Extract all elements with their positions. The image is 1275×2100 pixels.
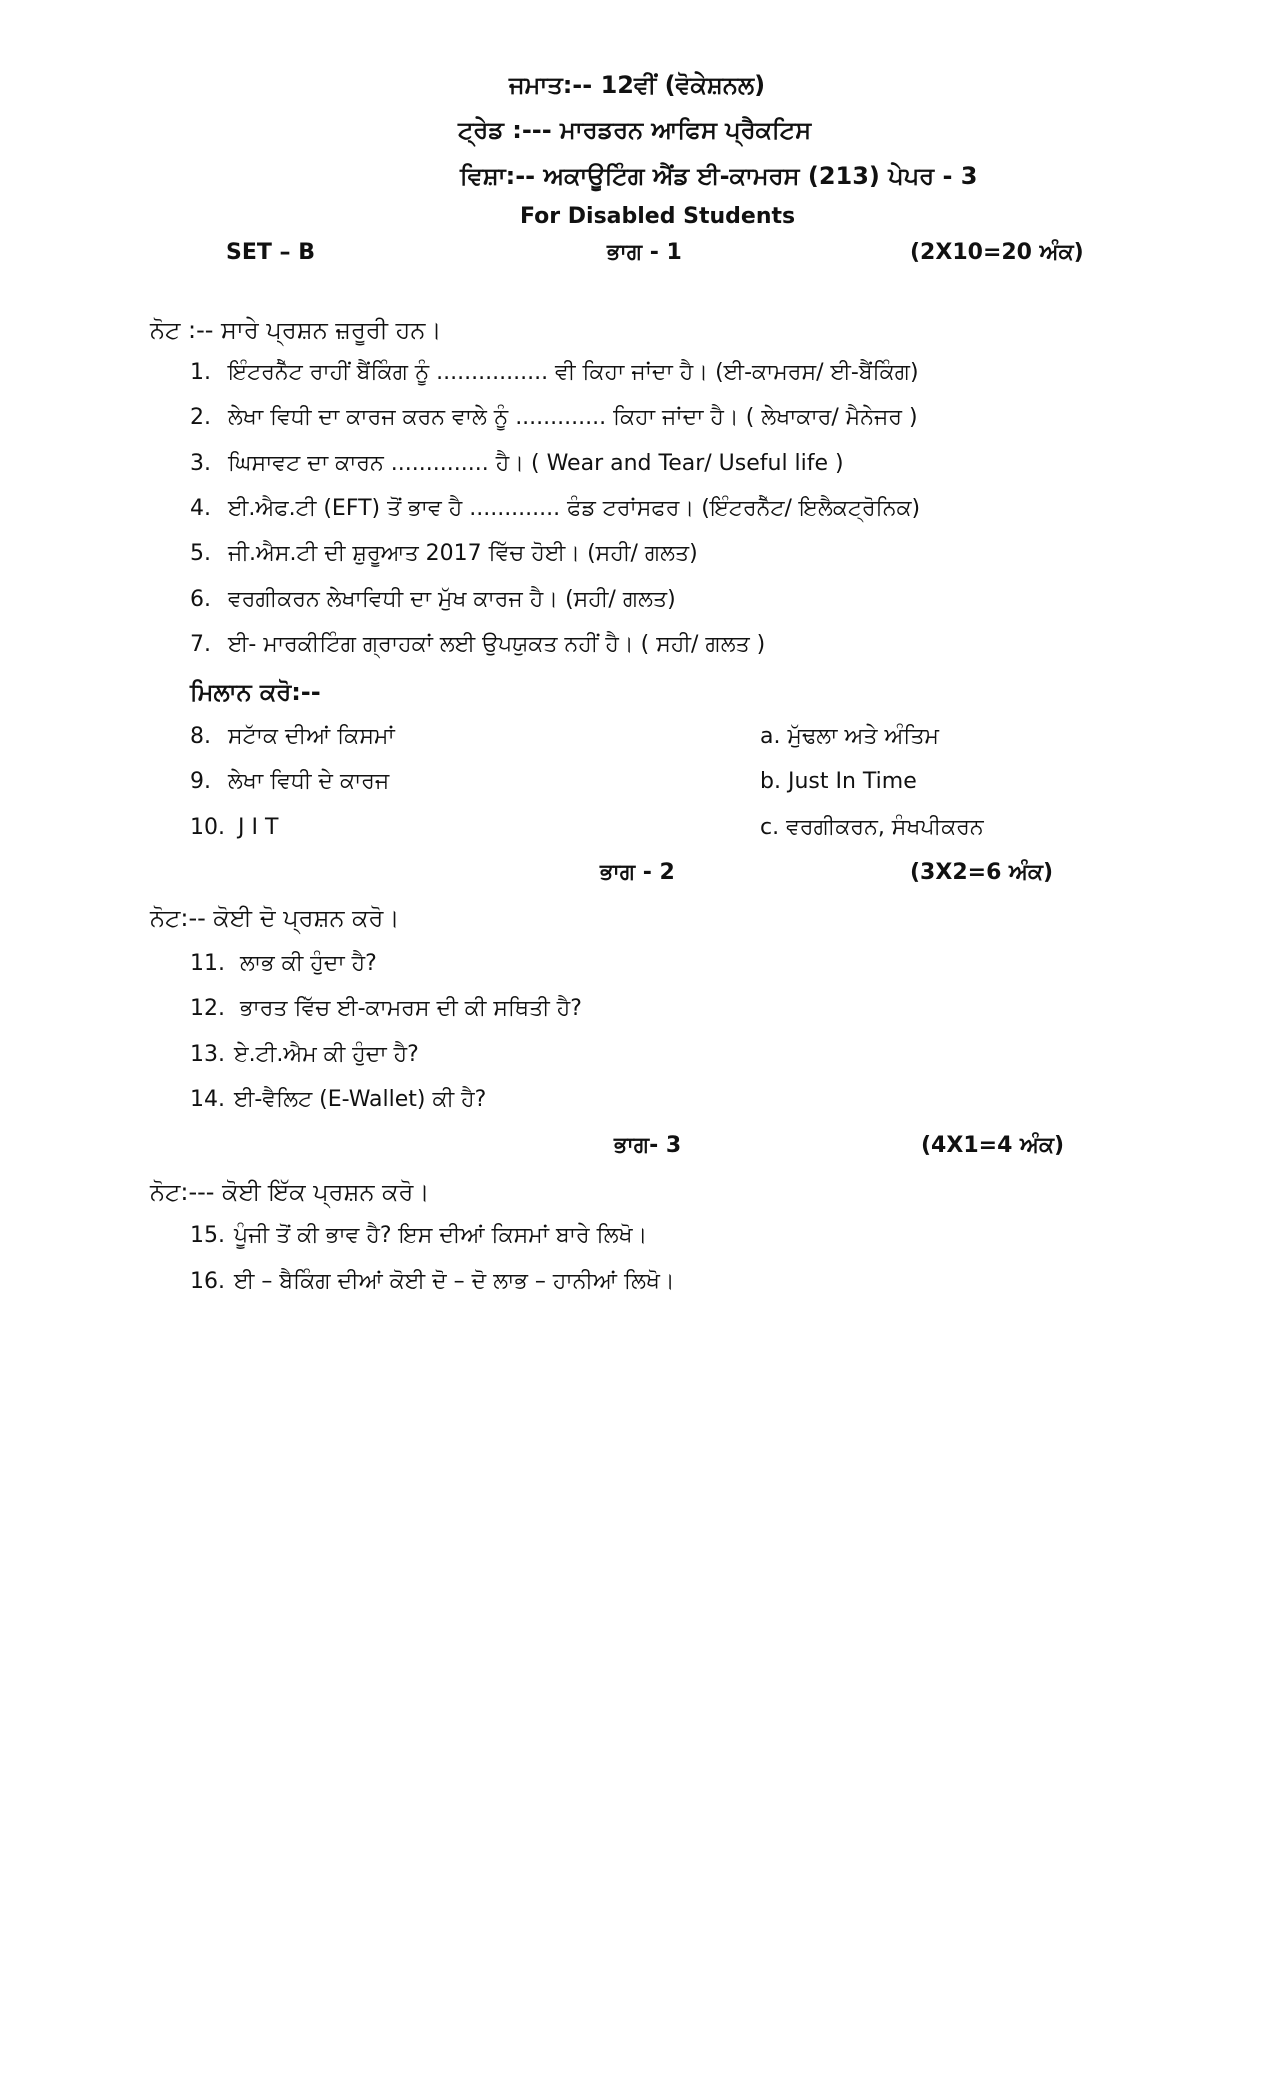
match-left-text: J I T [238,815,279,840]
question-number: 10. [190,815,225,840]
question-text: ਲਾਭ ਕੀ ਹੁੰਦਾ ਹੈ? [240,951,377,976]
part1-note: ਨੋਟ :-- ਸਾਰੇ ਪ੍ਰਸ਼ਨ ਜ਼ਰੂਰੀ ਹਨ। [150,316,442,344]
question-number: 16. [190,1269,225,1294]
match-right-item: b. Just In Time [760,769,917,794]
question-text: ਲੇਖਾ ਵਿਧੀ ਦਾ ਕਾਰਜ ਕਰਨ ਵਾਲੇ ਨੂੰ ............. ਕਿਹਾ ਜਾਂਦਾ ਹੈ। ( ਲੇਖਾਕਾਰ/ ਮੈਨੇਜਰ ) [228,405,918,430]
match-right-item: a. ਮੁੱਢਲਾ ਅਤੇ ਅੰਤਿਮ [760,724,940,749]
question-item [190,498,920,520]
match-left-text: ਸਟਾੱਕ ਦੀਆਂ ਕਿਸਮਾਂ [228,724,395,749]
question-text: ਵਰਗੀਕਰਨ ਲੇਖਾਵਿਧੀ ਦਾ ਮੁੱਖ ਕਾਰਜ ਹੈ। (ਸਹੀ/ ਗਲਤ) [228,587,676,612]
question-item [190,953,377,975]
question-number: 7. [190,632,211,657]
question-number: 5. [190,541,211,566]
question-text: ਇੰਟਰਨੈੱਟ ਰਾਹੀਂ ਬੈਂਕਿੰਗ ਨੂੰ ................ ਵੀ ਕਿਹਾ ਜਾਂਦਾ ਹੈ। (ਈ-ਕਾਮਰਸ/ ਈ-ਬੈਂਕਿੰਗ) [228,360,919,385]
part1-title: ਭਾਗ - 1 [607,240,682,265]
question-number: 15. [190,1223,225,1248]
trade-line: ਟ੍ਰੇਡ :--- ਮਾਰਡਰਨ ਆਫਿਸ ਪ੍ਰੈਕਟਿਸ [458,116,812,144]
match-left-item [190,817,278,839]
question-text: ਈ – ਬੈਕਿੰਗ ਦੀਆਂ ਕੋਈ ਦੋ – ਦੋ ਲਾਭ – ਹਾਨੀਆਂ ਲਿਖੋ। [234,1269,675,1294]
question-number: 1. [190,360,211,385]
question-item [190,453,844,475]
question-number: 2. [190,405,211,430]
part1-marks: (2X10=20 ਅੰਕ) [910,240,1084,265]
match-left-text: ਲੇਖਾ ਵਿਧੀ ਦੇ ਕਾਰਜ [228,769,390,794]
question-number: 3. [190,451,211,476]
part3-note: ਨੋਟ:--- ਕੋਈ ਇੱਕ ਪ੍ਰਸ਼ਨ ਕਰੋ। [150,1178,430,1206]
set-label: SET – B [226,240,315,265]
question-text: ਈ- ਮਾਰਕੀਟਿੰਗ ਗ੍ਰਾਹਕਾਂ ਲਈ ਉਪਯੁਕਤ ਨਹੀਂ ਹੈ। ( ਸਹੀ/ ਗਲਤ ) [228,632,766,657]
question-text: ਜੀ.ਐਸ.ਟੀ ਦੀ ਸ਼ੁਰੂਆਤ 2017 ਵਿੱਚ ਹੋਈ। (ਸਹੀ/ ਗਲਤ) [228,541,698,566]
question-number: 9. [190,769,211,794]
question-number: 8. [190,724,211,749]
match-title: ਮਿਲਾਨ ਕਰੋ:-- [190,678,321,706]
part2-title: ਭਾਗ - 2 [600,860,675,885]
question-number: 11. [190,951,225,976]
question-item [190,634,765,656]
match-right-item: c. ਵਰਗੀਕਰਨ, ਸੰਖਪੀਕਰਨ [760,815,984,840]
question-text: ਈ-ਵੈਲਿਟ (E-Wallet) ਕੀ ਹੈ? [234,1087,487,1112]
question-text: ਘਿਸਾਵਟ ਦਾ ਕਾਰਨ .............. ਹੈ। ( Wear and Tear/ Useful life ) [228,451,844,476]
class-line: ਜਮਾਤ:-- 12ਵੀਂ (ਵੋਕੇਸ਼ਨਲ) [509,71,766,99]
part3-title: ਭਾਗ- 3 [614,1133,682,1158]
question-number: 12. [190,996,225,1021]
question-number: 4. [190,496,211,521]
question-text: ਏ.ਟੀ.ਐਮ ਕੀ ਹੁੰਦਾ ਹੈ? [234,1042,419,1067]
part3-marks: (4X1=4 ਅੰਕ) [921,1133,1065,1158]
question-item [190,1044,419,1066]
match-left-item [190,726,395,748]
part2-marks: (3X2=6 ਅੰਕ) [910,860,1054,885]
question-text: ਭਾਰਤ ਵਿੱਚ ਈ-ਕਾਮਰਸ ਦੀ ਕੀ ਸਥਿਤੀ ਹੈ? [240,996,582,1021]
question-text: ਪੂੰਜੀ ਤੋਂ ਕੀ ਭਾਵ ਹੈ? ਇਸ ਦੀਆਂ ਕਿਸਮਾਂ ਬਾਰੇ ਲਿਖੋ। [234,1223,648,1248]
match-left-item [190,771,389,793]
question-item [190,407,918,429]
question-item [190,998,582,1020]
question-item [190,1225,647,1247]
question-text: ਈ.ਐਫ.ਟੀ (EFT) ਤੋਂ ਭਾਵ ਹੈ ............. ਫੰਡ ਟਰਾਂਸਫਰ। (ਇੰਟਰਨੈੱਟ/ ਇਲੈਕਟ੍ਰੋਨਿਕ) [228,496,921,521]
for-disabled-line: For Disabled Students [520,204,796,229]
question-number: 14. [190,1087,225,1112]
subject-line: ਵਿਸ਼ਾ:-- ਅਕਾਊਟਿੰਗ ਐਂਡ ਈ-ਕਾਮਰਸ (213) ਪੇਪਰ - 3 [460,162,978,190]
question-number: 13. [190,1042,225,1067]
part2-note: ਨੋਟ:-- ਕੋਈ ਦੋ ਪ੍ਰਸ਼ਨ ਕਰੋ। [150,904,400,932]
question-item [190,1089,486,1111]
question-item [190,543,698,565]
question-item [190,362,919,384]
question-item [190,589,676,611]
question-item [190,1271,675,1293]
question-number: 6. [190,587,211,612]
